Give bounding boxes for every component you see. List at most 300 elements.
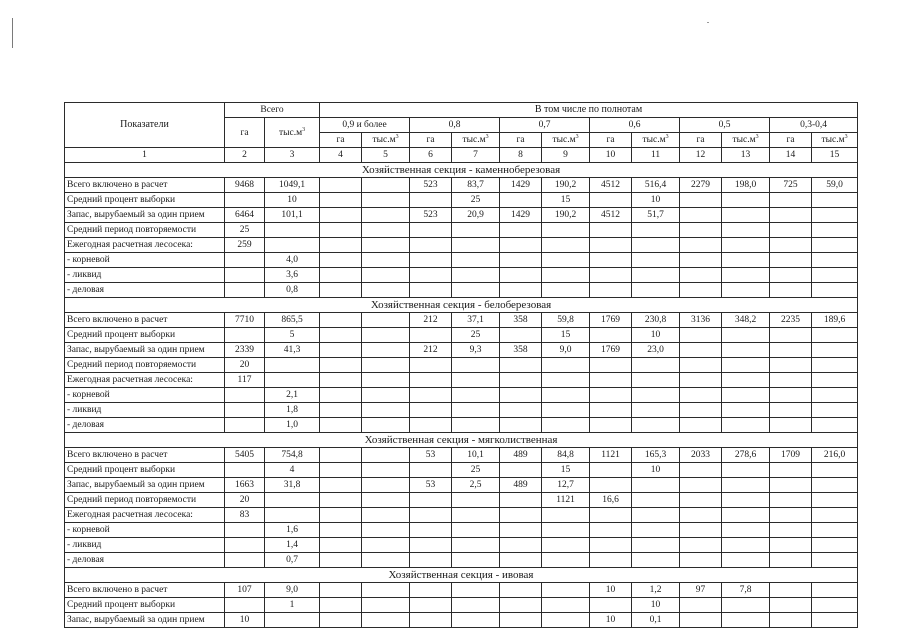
- table-cell: [500, 253, 542, 268]
- table-cell: [680, 523, 722, 538]
- table-cell: [410, 283, 452, 298]
- table-cell: [590, 193, 632, 208]
- table-cell: [680, 493, 722, 508]
- table-cell: [770, 508, 812, 523]
- table-cell: 212: [410, 313, 452, 328]
- table-cell: [722, 193, 770, 208]
- table-row: [65, 538, 858, 553]
- table-cell: 83,7: [452, 178, 500, 193]
- table-row: [65, 493, 858, 508]
- table-cell: [452, 553, 500, 568]
- table-cell: [632, 373, 680, 388]
- table-cell: [320, 223, 362, 238]
- table-cell: 0,8: [265, 283, 320, 298]
- table-cell: 1663: [225, 478, 265, 493]
- table-cell: [362, 493, 410, 508]
- table-cell: [680, 463, 722, 478]
- header-unit-ha: га: [680, 133, 722, 148]
- table-cell: [812, 418, 858, 433]
- table-cell: [812, 493, 858, 508]
- table-cell: [812, 253, 858, 268]
- header-total-ha: га: [225, 118, 265, 148]
- table-cell: [452, 613, 500, 628]
- table-cell: 25: [452, 463, 500, 478]
- header-unit-ha: га: [410, 133, 452, 148]
- table-cell: [770, 538, 812, 553]
- table-cell: [770, 343, 812, 358]
- table-cell: [632, 253, 680, 268]
- table-cell: [500, 193, 542, 208]
- table-cell: 1429: [500, 178, 542, 193]
- table-cell: 23,0: [632, 343, 680, 358]
- table-cell: [542, 373, 590, 388]
- table-cell: [722, 598, 770, 613]
- table-cell: [722, 388, 770, 403]
- table-cell: [452, 493, 500, 508]
- table-cell: 489: [500, 478, 542, 493]
- header-density-group: 0,3-0,4: [770, 118, 858, 133]
- table-cell: [410, 358, 452, 373]
- table-cell: [770, 403, 812, 418]
- table-cell: [320, 598, 362, 613]
- table-cell: [680, 343, 722, 358]
- table-cell: [362, 388, 410, 403]
- table-cell: 37,1: [452, 313, 500, 328]
- table-cell: 1049,1: [265, 178, 320, 193]
- table-cell: [632, 538, 680, 553]
- table-cell: [770, 238, 812, 253]
- table-cell: 489: [500, 448, 542, 463]
- section-header-row: [65, 568, 858, 583]
- row-label: - ликвид: [65, 403, 225, 418]
- table-cell: [225, 283, 265, 298]
- table-cell: 259: [225, 238, 265, 253]
- row-label: Запас, вырубаемый за один прием: [65, 613, 225, 628]
- table-cell: [632, 283, 680, 298]
- header-unit-volume: $тыс.м^3$: [542, 133, 590, 148]
- table-cell: 25: [225, 223, 265, 238]
- table-cell: [542, 583, 590, 598]
- table-cell: [590, 388, 632, 403]
- table-cell: 212: [410, 343, 452, 358]
- table-cell: [590, 268, 632, 283]
- table-cell: 4,0: [265, 253, 320, 268]
- table-cell: [362, 223, 410, 238]
- row-label: Средний период повторяемости: [65, 493, 225, 508]
- table-cell: 20: [225, 358, 265, 373]
- table-cell: [680, 508, 722, 523]
- table-cell: [362, 208, 410, 223]
- table-cell: 165,3: [632, 448, 680, 463]
- table-cell: [722, 208, 770, 223]
- table-cell: [812, 613, 858, 628]
- table-cell: 16,6: [590, 493, 632, 508]
- table-cell: [812, 373, 858, 388]
- column-number: 3: [265, 148, 320, 163]
- table-cell: [722, 238, 770, 253]
- table-row: [65, 313, 858, 328]
- table-cell: [410, 553, 452, 568]
- column-number: 12: [680, 148, 722, 163]
- table-cell: 53: [410, 478, 452, 493]
- table-cell: [542, 403, 590, 418]
- table-cell: [452, 283, 500, 298]
- table-cell: [362, 583, 410, 598]
- table-cell: [632, 523, 680, 538]
- table-row: [65, 508, 858, 523]
- table-cell: 1: [265, 598, 320, 613]
- table-cell: 9468: [225, 178, 265, 193]
- table-cell: [632, 223, 680, 238]
- header-density-group: 0,5: [680, 118, 770, 133]
- table-cell: [632, 478, 680, 493]
- table-cell: [320, 343, 362, 358]
- table-cell: [722, 223, 770, 238]
- column-numbers-row: [65, 148, 858, 163]
- table-cell: 107: [225, 583, 265, 598]
- table-cell: [410, 223, 452, 238]
- table-cell: 198,0: [722, 178, 770, 193]
- table-cell: [770, 208, 812, 223]
- table-cell: [590, 223, 632, 238]
- table-row: [65, 403, 858, 418]
- table-cell: [320, 178, 362, 193]
- table-cell: 1121: [542, 493, 590, 508]
- table-cell: [362, 178, 410, 193]
- table-cell: 5: [265, 328, 320, 343]
- table-cell: [632, 268, 680, 283]
- section-title: Хозяйственная секция - белоберезовая: [65, 298, 858, 313]
- table-cell: [452, 358, 500, 373]
- table-cell: [452, 418, 500, 433]
- table-cell: 358: [500, 313, 542, 328]
- table-cell: [812, 268, 858, 283]
- table-cell: 1429: [500, 208, 542, 223]
- table-cell: [632, 418, 680, 433]
- table-cell: [225, 598, 265, 613]
- table-row: [65, 523, 858, 538]
- table-cell: [320, 538, 362, 553]
- table-cell: [812, 508, 858, 523]
- table-cell: [812, 478, 858, 493]
- table-cell: 59,8: [542, 313, 590, 328]
- table-cell: [320, 493, 362, 508]
- table-cell: 9,0: [542, 343, 590, 358]
- table-cell: [500, 553, 542, 568]
- section-title: Хозяйственная секция - ивовая: [65, 568, 858, 583]
- table-cell: [452, 388, 500, 403]
- table-cell: [722, 358, 770, 373]
- table-cell: [225, 418, 265, 433]
- table-cell: [770, 193, 812, 208]
- table-cell: [320, 583, 362, 598]
- table-cell: [542, 598, 590, 613]
- table-cell: [500, 283, 542, 298]
- allowable-cut-table: [64, 102, 858, 628]
- table-cell: [680, 208, 722, 223]
- row-label: - ликвид: [65, 268, 225, 283]
- table-cell: [632, 493, 680, 508]
- table-cell: [680, 268, 722, 283]
- row-label: - деловая: [65, 283, 225, 298]
- table-cell: [320, 418, 362, 433]
- table-cell: [500, 508, 542, 523]
- table-cell: 2339: [225, 343, 265, 358]
- table-cell: 9,3: [452, 343, 500, 358]
- table-cell: [362, 523, 410, 538]
- table-cell: [410, 538, 452, 553]
- table-cell: [362, 598, 410, 613]
- table-cell: 358: [500, 343, 542, 358]
- table-cell: [410, 613, 452, 628]
- table-cell: [632, 553, 680, 568]
- table-cell: [590, 418, 632, 433]
- header-unit-ha: га: [320, 133, 362, 148]
- table-cell: [500, 403, 542, 418]
- row-label: Средний период повторяемости: [65, 358, 225, 373]
- table-cell: [590, 463, 632, 478]
- table-cell: 348,2: [722, 313, 770, 328]
- row-label: Всего включено в расчет: [65, 583, 225, 598]
- table-cell: 725: [770, 178, 812, 193]
- header-total-volume: $тыс.м^3$: [265, 118, 320, 148]
- table-cell: [590, 283, 632, 298]
- table-cell: [265, 373, 320, 388]
- table-cell: [590, 598, 632, 613]
- table-cell: [265, 613, 320, 628]
- table-cell: [362, 343, 410, 358]
- table-body: [65, 163, 858, 628]
- table-cell: [225, 388, 265, 403]
- table-cell: [770, 283, 812, 298]
- table-row: [65, 358, 858, 373]
- table-cell: [680, 193, 722, 208]
- table-cell: [722, 403, 770, 418]
- table-cell: [362, 268, 410, 283]
- table-cell: [500, 523, 542, 538]
- table-cell: 2,5: [452, 478, 500, 493]
- table-cell: [770, 223, 812, 238]
- table-cell: [362, 373, 410, 388]
- table-cell: [770, 268, 812, 283]
- table-cell: 1,6: [265, 523, 320, 538]
- table-cell: [632, 403, 680, 418]
- table-cell: [410, 253, 452, 268]
- table-cell: [320, 358, 362, 373]
- table-cell: [452, 583, 500, 598]
- table-cell: [812, 388, 858, 403]
- scan-margin-mark: [12, 18, 13, 48]
- table-cell: [452, 223, 500, 238]
- table-cell: [265, 508, 320, 523]
- table-cell: [410, 388, 452, 403]
- table-cell: [722, 478, 770, 493]
- table-cell: [722, 418, 770, 433]
- table-cell: 2235: [770, 313, 812, 328]
- column-number: 15: [812, 148, 858, 163]
- table-cell: [812, 328, 858, 343]
- table-cell: 59,0: [812, 178, 858, 193]
- table-cell: [225, 523, 265, 538]
- section-header-row: [65, 163, 858, 178]
- table-cell: 2279: [680, 178, 722, 193]
- table-cell: [542, 613, 590, 628]
- table-cell: 10: [632, 598, 680, 613]
- row-label: Ежегодная расчетная лесосека:: [65, 508, 225, 523]
- table-row: [65, 478, 858, 493]
- row-label: Средний процент выборки: [65, 193, 225, 208]
- table-cell: 190,2: [542, 178, 590, 193]
- table-cell: [680, 253, 722, 268]
- table-cell: 523: [410, 208, 452, 223]
- table-cell: [812, 523, 858, 538]
- column-number: 2: [225, 148, 265, 163]
- table-row: [65, 388, 858, 403]
- table-cell: [590, 358, 632, 373]
- table-cell: [542, 253, 590, 268]
- table-cell: [542, 523, 590, 538]
- table-cell: 25: [452, 193, 500, 208]
- table-cell: [542, 238, 590, 253]
- table-cell: [812, 358, 858, 373]
- table-cell: [590, 403, 632, 418]
- table-cell: [265, 238, 320, 253]
- table-cell: [410, 523, 452, 538]
- table-cell: [812, 208, 858, 223]
- section-title: Хозяйственная секция - каменноберезовая: [65, 163, 858, 178]
- table-cell: 20: [225, 493, 265, 508]
- table-cell: [410, 403, 452, 418]
- row-label: - ликвид: [65, 538, 225, 553]
- table-cell: [680, 553, 722, 568]
- table-cell: 10: [632, 463, 680, 478]
- table-cell: 83: [225, 508, 265, 523]
- table-row: [65, 448, 858, 463]
- section-title: Хозяйственная секция - мягколиственная: [65, 433, 858, 448]
- row-label: Всего включено в расчет: [65, 448, 225, 463]
- header-unit-ha: га: [500, 133, 542, 148]
- table-row: [65, 193, 858, 208]
- table-cell: [452, 268, 500, 283]
- table-cell: 1121: [590, 448, 632, 463]
- table-cell: 1,8: [265, 403, 320, 418]
- table-cell: [542, 508, 590, 523]
- table-cell: [500, 613, 542, 628]
- table-cell: [225, 553, 265, 568]
- header-density-group: 0,9 и более: [320, 118, 410, 133]
- table-cell: [812, 238, 858, 253]
- table-row: [65, 343, 858, 358]
- table-cell: [770, 493, 812, 508]
- header-unit-volume: $тыс.м^3$: [452, 133, 500, 148]
- table-cell: [722, 463, 770, 478]
- table-cell: [680, 328, 722, 343]
- table-cell: [410, 238, 452, 253]
- row-label: Ежегодная расчетная лесосека:: [65, 373, 225, 388]
- table-cell: [362, 253, 410, 268]
- table-cell: [812, 343, 858, 358]
- table-cell: 5405: [225, 448, 265, 463]
- table-cell: 4: [265, 463, 320, 478]
- table-cell: [542, 553, 590, 568]
- table-cell: [320, 523, 362, 538]
- table-cell: [770, 583, 812, 598]
- table-cell: 97: [680, 583, 722, 598]
- row-label: - корневой: [65, 523, 225, 538]
- table-cell: 25: [452, 328, 500, 343]
- table-cell: [680, 283, 722, 298]
- table-cell: [320, 463, 362, 478]
- table-cell: 10: [632, 193, 680, 208]
- table-cell: [362, 238, 410, 253]
- table-cell: [722, 328, 770, 343]
- table-cell: [500, 238, 542, 253]
- row-label: Средний период повторяемости: [65, 223, 225, 238]
- table-cell: [320, 373, 362, 388]
- table-cell: [265, 358, 320, 373]
- table-cell: [362, 508, 410, 523]
- table-cell: [590, 328, 632, 343]
- table-cell: [680, 478, 722, 493]
- table-cell: 4512: [590, 208, 632, 223]
- table-cell: [632, 358, 680, 373]
- table-row: [65, 583, 858, 598]
- table-cell: [542, 268, 590, 283]
- table-cell: [812, 223, 858, 238]
- table-cell: [320, 313, 362, 328]
- table-cell: [225, 253, 265, 268]
- header-unit-ha: га: [590, 133, 632, 148]
- header-unit-volume: $тыс.м^3$: [812, 133, 858, 148]
- table-cell: [500, 493, 542, 508]
- table-cell: [500, 358, 542, 373]
- table-cell: [770, 418, 812, 433]
- table-cell: 101,1: [265, 208, 320, 223]
- table-cell: [452, 538, 500, 553]
- table-cell: [452, 508, 500, 523]
- table-cell: [452, 373, 500, 388]
- column-number: 4: [320, 148, 362, 163]
- row-label: Ежегодная расчетная лесосека:: [65, 238, 225, 253]
- table-cell: [452, 598, 500, 613]
- row-label: - корневой: [65, 253, 225, 268]
- table-row: [65, 223, 858, 238]
- table-cell: [410, 328, 452, 343]
- table-cell: [770, 463, 812, 478]
- header-unit-volume: $тыс.м^3$: [722, 133, 770, 148]
- table-cell: 523: [410, 178, 452, 193]
- table-cell: [632, 238, 680, 253]
- table-cell: [410, 418, 452, 433]
- table-cell: [362, 418, 410, 433]
- table-row: [65, 283, 858, 298]
- section-header-row: [65, 298, 858, 313]
- table-cell: [320, 283, 362, 298]
- section-header-row: [65, 433, 858, 448]
- table-cell: 754,8: [265, 448, 320, 463]
- table-cell: [590, 253, 632, 268]
- table-row: [65, 553, 858, 568]
- table-cell: [225, 328, 265, 343]
- column-number: 10: [590, 148, 632, 163]
- table-cell: [722, 283, 770, 298]
- header-density-group: 0,8: [410, 118, 500, 133]
- table-cell: 1,2: [632, 583, 680, 598]
- table-cell: [722, 253, 770, 268]
- table-cell: [265, 493, 320, 508]
- header-density-group: 0,7: [500, 118, 590, 133]
- column-number: 1: [65, 148, 225, 163]
